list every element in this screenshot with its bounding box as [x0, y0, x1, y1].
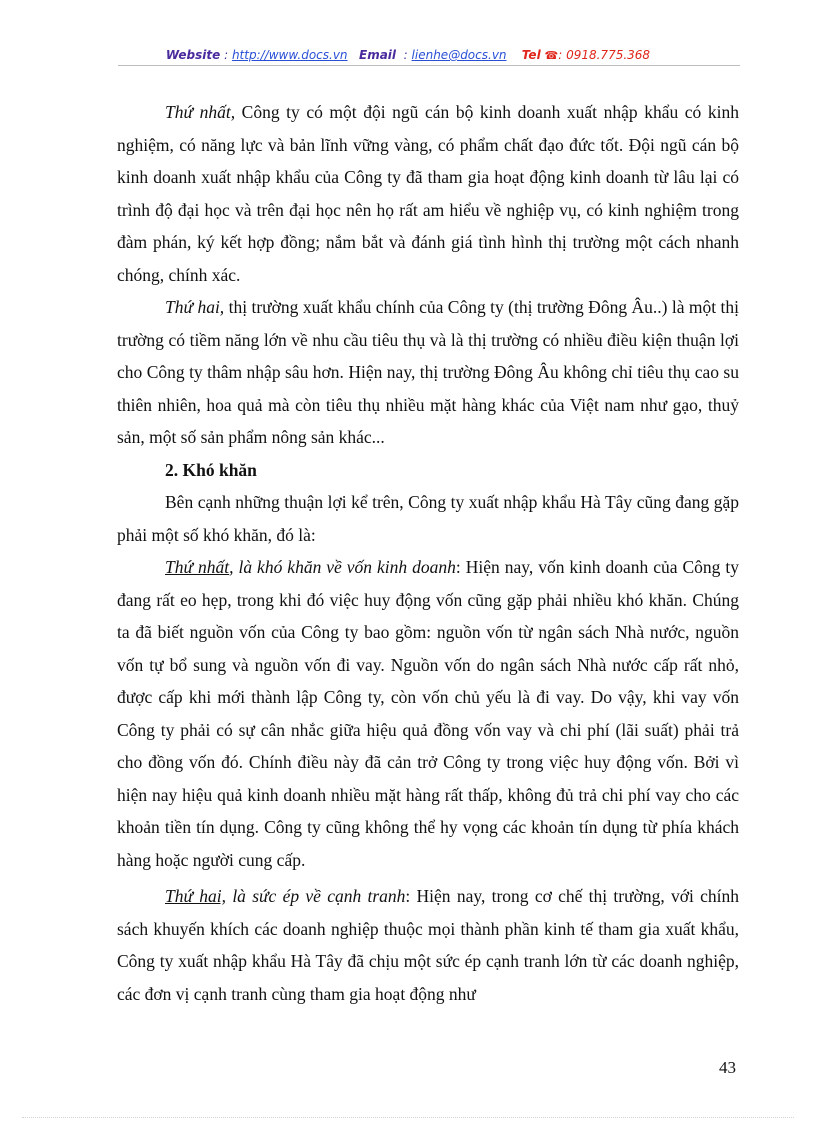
paragraph-lead: Thứ hai, [165, 297, 225, 317]
email-colon: : [403, 48, 408, 62]
paragraph-text: thị trường xuất khẩu chính của Công ty (thị trường Đông Âu..) là một thị trường có tiềm năng lớn về nhu cầu tiêu thụ và là thị trường có nhiều điều kiện thuận lợi cho Công ty thâm nhập sâu hơn. Hiện nay, thị trường Đông Âu không chỉ tiêu thụ cao su thiên nhiên, hoa quả mà còn tiêu thụ nhiều mặt hàng khác của Việt nam như gạo, thuỷ sản, một số sản phẩm nông sản khác... [117, 297, 739, 447]
tel-label: Tel [521, 48, 541, 62]
website-label: Website [165, 48, 221, 62]
email-label: Email [359, 48, 397, 62]
tel-value: : 0918.775.368 [558, 48, 651, 62]
paragraph-lead-italic: là sức ép về cạnh tranh [226, 886, 406, 906]
phone-icon: ☎ [544, 49, 559, 62]
page-header [0, 47, 816, 64]
section-heading: 2. Khó khăn [165, 459, 257, 480]
paragraph-text: : Hiện nay, vốn kinh doanh của Công ty đang rất eo hẹp, trong khi đó việc huy động vốn cũng gặp phải nhiều khó khăn. Chúng ta đã biết nguồn vốn của Công ty bao gồm: nguồn vốn từ ngân sách Nhà nước, nguồn vốn tự bổ sung và nguồn vốn đi vay. Nguồn vốn do ngân sách Nhà nước cấp rất nhỏ, được cấp khi mới thành lập Công ty, còn vốn chủ yếu là đi vay. Do vậy, khi vay vốn Công ty phải có sự cân nhắc giữa hiệu quả đồng vốn vay và chi phí (lãi suất) phải trả cho đồng vốn đó. Chính điều này đã cản trở Công ty trong việc huy động vốn. Bởi vì hiện nay hiệu quả kinh doanh nhiều mặt hàng rất thấp, không đủ trả chi phí vay cho các khoản tiền tín dụng. Công ty cũng không thể hy vọng các khoản tín dụng từ phía khách hàng hoặc người cung cấp. [117, 557, 740, 870]
page-number: 43 [719, 1058, 736, 1077]
website-link[interactable]: http://www.docs.vn [231, 48, 348, 62]
paragraph-lead-underlined: Thứ hai, [165, 886, 227, 906]
paragraph-lead-italic: , là khó khăn về vốn kinh doanh [229, 557, 456, 577]
paragraph-text: : Hiện nay, trong cơ chế thị trường, với chính sách khuyến khích các doanh nghiệp thuộc mọi thành phần kinh tế tham gia xuất khẩu, Công ty xuất nhập khẩu Hà Tây đã chịu một sức ép cạnh tranh lớn từ các doanh nghiệp, các đơn vị cạnh tranh cùng tham gia hoạt động như [117, 886, 740, 1004]
document-body [117, 96, 739, 1010]
email-link[interactable]: lienhe@docs.vn [411, 48, 507, 62]
footer-divider [22, 1117, 794, 1118]
paragraph-difficulty-1 [117, 551, 739, 876]
paragraph-lead-underlined: Thứ nhất [165, 557, 230, 577]
paragraph-advantage-2 [117, 291, 739, 454]
paragraph-difficulty-2 [117, 880, 739, 1010]
paragraph-lead: Thứ nhất, [165, 102, 236, 122]
header-divider [118, 65, 740, 66]
paragraph-advantage-1 [117, 96, 739, 291]
website-colon: : [224, 48, 229, 62]
paragraph-intro-difficulties: Bên cạnh những thuận lợi kể trên, Công ty xuất nhập khẩu Hà Tây cũng đang gặp phải một số khó khăn, đó là: [117, 492, 739, 545]
paragraph-text: Công ty có một đội ngũ cán bộ kinh doanh xuất nhập khẩu có kinh nghiệm, có năng lực và bản lĩnh vững vàng, có phẩm chất đạo đức tốt. Đội ngũ cán bộ kinh doanh xuất nhập khẩu của Công ty đã tham gia hoạt động kinh doanh từ lâu lại có trình độ đại học và trên đại học nên họ rất am hiểu về nghiệp vụ, có kinh nghiệm trong đàm phán, ký kết hợp đồng; nắm bắt và đánh giá tình hình thị trường một cách nhanh chóng, chính xác. [117, 102, 739, 285]
